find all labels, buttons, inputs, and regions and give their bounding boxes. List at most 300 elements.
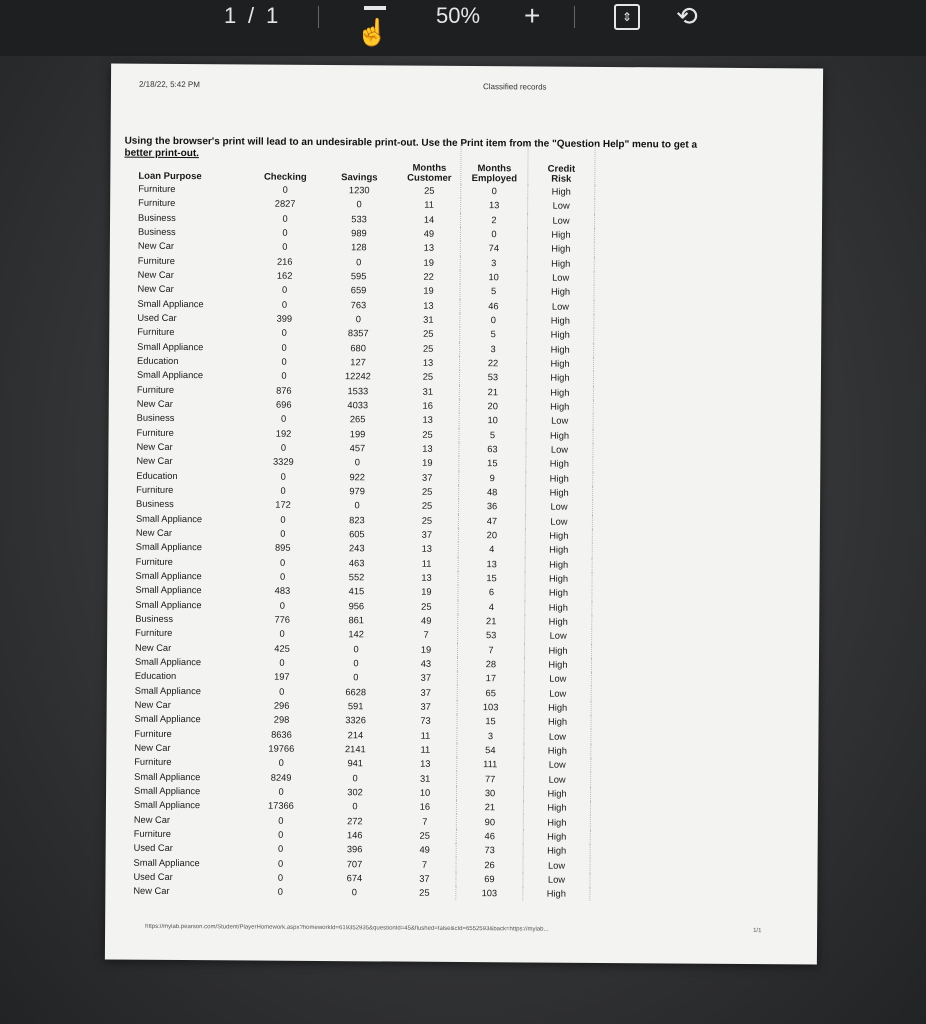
cell-savings: 265	[349, 414, 366, 425]
cell-credit-risk: Low	[525, 629, 592, 644]
cell-savings: 214	[347, 729, 364, 740]
cell-savings: 605	[349, 529, 365, 540]
cell-months-employed: 26	[456, 857, 523, 872]
cell-months-employed: 21	[456, 800, 523, 815]
cell-loan-purpose: Furniture	[137, 327, 175, 338]
cell-months-employed: 111	[457, 757, 524, 772]
cell-savings: 956	[348, 600, 365, 611]
cell-savings: 0	[356, 199, 362, 210]
cell-loan-purpose: Business	[136, 499, 174, 510]
cell-months-employed: 28	[457, 657, 524, 672]
cell-months-employed: 63	[459, 442, 526, 457]
cell-savings: 272	[347, 815, 363, 826]
cell-months-employed: 4	[458, 542, 525, 557]
cell-credit-risk: High	[523, 801, 590, 816]
cell-months-customer: 19	[423, 286, 434, 297]
cell-months-customer: 19	[420, 644, 432, 655]
cell-credit-risk: High	[528, 184, 595, 199]
print-footer-page: 1/1	[753, 928, 762, 935]
cell-checking: 0	[280, 557, 286, 568]
cell-months-employed: 10	[459, 413, 526, 428]
page-number-total: 1	[266, 3, 279, 28]
cell-loan-purpose: Small Appliance	[135, 513, 203, 524]
cell-savings: 127	[350, 357, 366, 368]
cell-credit-risk: High	[526, 457, 593, 472]
cell-checking: 0	[282, 227, 288, 238]
cell-loan-purpose: Furniture	[134, 728, 172, 739]
cell-checking: 0	[281, 285, 288, 296]
cell-loan-purpose: New Car	[137, 269, 174, 281]
cell-credit-risk: Low	[523, 872, 590, 887]
cell-checking: 0	[279, 686, 285, 697]
cell-checking: 425	[274, 643, 290, 654]
cell-checking: 0	[279, 629, 285, 640]
cell-months-customer: 31	[423, 314, 434, 325]
cell-months-customer: 25	[421, 515, 433, 526]
page-separator: /	[248, 3, 255, 28]
cell-months-employed: 54	[457, 743, 524, 758]
cell-months-employed: 69	[456, 872, 523, 887]
cell-months-customer: 7	[421, 859, 428, 870]
cell-savings: 707	[346, 858, 363, 869]
cell-months-employed: 20	[459, 399, 526, 414]
cell-savings: 0	[352, 801, 358, 812]
cell-credit-risk: Low	[524, 729, 591, 744]
cell-credit-risk: Low	[526, 500, 593, 515]
cell-months-customer: 25	[423, 329, 434, 340]
cell-months-employed: 103	[456, 886, 523, 901]
cell-months-employed: 0	[460, 227, 527, 242]
cell-loan-purpose: Education	[136, 470, 178, 481]
cell-loan-purpose: New Car	[135, 527, 173, 538]
toolbar-divider	[318, 6, 319, 28]
cell-months-employed: 22	[460, 356, 527, 371]
cell-months-customer: 13	[423, 300, 434, 311]
cell-savings: 415	[348, 586, 365, 597]
cell-savings: 4033	[347, 400, 369, 411]
cell-savings: 6628	[345, 686, 367, 697]
cell-credit-risk: Low	[524, 758, 591, 773]
cell-checking: 192	[275, 428, 292, 439]
cell-months-employed: 21	[458, 614, 525, 629]
cell-months-employed: 48	[459, 485, 526, 500]
cell-loan-purpose: Small Appliance	[135, 599, 202, 610]
cell-credit-risk: High	[525, 557, 592, 572]
cell-months-customer: 13	[422, 443, 433, 454]
cell-savings: 591	[347, 701, 364, 712]
cell-loan-purpose: Furniture	[138, 183, 176, 195]
cell-loan-purpose: Used Car	[133, 871, 173, 882]
cell-credit-risk: High	[524, 657, 591, 672]
cell-months-customer: 11	[420, 744, 431, 755]
cell-loan-purpose: Small Appliance	[133, 799, 201, 811]
cell-savings: 0	[353, 658, 359, 669]
cell-months-customer: 37	[420, 701, 431, 712]
print-warning-link: better print-out.	[124, 147, 199, 160]
cell-months-customer: 13	[420, 758, 431, 770]
cell-credit-risk: Low	[527, 270, 594, 285]
cell-checking: 0	[280, 514, 286, 525]
cell-savings: 3326	[345, 715, 366, 726]
cell-months-employed: 21	[459, 385, 526, 400]
cell-savings: 0	[353, 672, 359, 683]
cell-checking: 0	[277, 886, 283, 897]
cell-months-employed: 17	[457, 671, 524, 686]
cell-checking: 162	[276, 270, 293, 281]
cell-credit-risk: High	[525, 543, 592, 558]
cell-credit-risk: High	[524, 715, 591, 730]
cell-checking: 0	[278, 829, 284, 840]
cell-credit-risk: High	[525, 571, 592, 586]
cell-loan-purpose: New Car	[136, 398, 173, 410]
header-credit-risk-top: Credit	[547, 163, 576, 175]
zoom-out-button[interactable]	[364, 6, 386, 10]
cell-months-customer: 22	[423, 271, 434, 282]
cell-savings: 2141	[344, 744, 366, 755]
cell-credit-risk: High	[527, 356, 594, 371]
cell-months-customer: 37	[421, 529, 433, 540]
cell-checking: 216	[276, 256, 293, 267]
cell-months-employed: 6	[458, 585, 525, 600]
cell-months-customer: 49	[419, 844, 430, 856]
cell-savings: 128	[351, 242, 367, 253]
cell-months-customer: 10	[419, 787, 431, 798]
cell-months-employed: 9	[459, 471, 526, 486]
cell-checking: 0	[281, 342, 287, 353]
cell-credit-risk: High	[524, 786, 591, 801]
cell-loan-purpose: Small Appliance	[137, 298, 204, 309]
cell-months-customer: 49	[421, 615, 432, 626]
cell-checking: 2827	[274, 199, 296, 210]
cell-loan-purpose: Business	[137, 226, 176, 238]
cell-months-customer: 25	[419, 830, 430, 841]
cell-months-employed: 46	[460, 299, 527, 314]
cell-months-employed: 90	[456, 814, 523, 829]
cell-loan-purpose: Small Appliance	[137, 341, 204, 352]
cell-savings: 595	[350, 271, 367, 282]
cell-credit-risk: Low	[524, 772, 591, 787]
cell-months-customer: 11	[421, 558, 432, 569]
cell-loan-purpose: Small Appliance	[134, 714, 201, 725]
page-number-current[interactable]: 1	[224, 3, 237, 28]
loan-data-table	[129, 142, 595, 902]
print-date: 2/18/22, 5:42 PM	[138, 79, 200, 90]
cell-checking: 0	[277, 872, 284, 883]
cell-months-customer: 37	[420, 673, 432, 684]
cell-credit-risk: High	[527, 285, 594, 300]
cell-checking: 8636	[271, 729, 292, 740]
cell-months-customer: 37	[420, 687, 431, 698]
cell-credit-risk: Low	[525, 514, 592, 529]
cell-months-customer: 25	[421, 601, 432, 612]
cell-loan-purpose: New Car	[134, 742, 171, 753]
fit-page-button[interactable]: ⇕	[614, 4, 640, 30]
cell-savings: 680	[350, 342, 366, 354]
cell-credit-risk: High	[523, 829, 590, 844]
cell-loan-purpose: Used Car	[137, 312, 177, 324]
cell-checking: 0	[281, 414, 287, 425]
cell-savings: 302	[347, 787, 363, 798]
cell-months-customer: 49	[423, 228, 435, 239]
cell-credit-risk: Low	[527, 299, 594, 314]
cell-loan-purpose: Education	[134, 671, 177, 682]
cell-checking: 172	[275, 500, 291, 511]
cell-savings: 922	[349, 471, 366, 483]
cell-months-customer: 13	[423, 243, 435, 254]
cell-months-employed: 74	[460, 241, 527, 256]
cell-months-employed: 15	[457, 714, 524, 729]
cell-loan-purpose: Education	[137, 355, 179, 367]
cell-months-customer: 37	[422, 472, 433, 483]
cell-checking: 0	[279, 657, 285, 668]
cell-loan-purpose: Business	[136, 413, 175, 424]
cell-months-customer: 25	[422, 429, 433, 440]
cell-savings: 763	[350, 299, 367, 311]
cell-months-customer: 13	[421, 544, 432, 555]
cell-checking: 0	[278, 757, 284, 769]
cell-savings: 552	[348, 572, 365, 583]
cell-months-customer: 25	[421, 486, 433, 497]
cell-loan-purpose: New Car	[137, 284, 174, 295]
cell-loan-purpose: Furniture	[138, 198, 176, 209]
cell-months-employed: 5	[460, 327, 527, 342]
cell-credit-risk: Low	[528, 213, 595, 228]
cell-savings: 0	[356, 257, 362, 268]
cell-savings: 979	[349, 486, 365, 497]
cell-savings: 12242	[344, 371, 371, 382]
cell-savings: 0	[353, 643, 359, 654]
cell-checking: 0	[278, 786, 284, 797]
cell-loan-purpose: Used Car	[133, 842, 173, 854]
toolbar-divider	[574, 6, 575, 28]
cell-credit-risk: Low	[526, 442, 593, 457]
cell-months-employed: 3	[457, 728, 524, 743]
cell-savings: 0	[352, 772, 358, 783]
header-months-employed-top: Months	[477, 163, 512, 175]
cell-loan-purpose: Furniture	[136, 484, 174, 496]
header-loan-purpose: Loan Purpose	[138, 170, 202, 183]
cell-savings: 861	[348, 615, 365, 626]
cell-months-employed: 7	[458, 642, 525, 657]
cell-savings: 243	[348, 543, 365, 554]
zoom-in-button[interactable]: +	[524, 0, 541, 31]
print-warning-text: Using the browser's print will lead to an undesirable print-out. Use the Print item from the "Question Help" menu to get a	[124, 135, 698, 151]
cell-credit-risk: High	[524, 700, 591, 715]
cell-months-employed: 13	[461, 198, 528, 213]
cell-months-employed: 73	[456, 843, 523, 858]
header-months-customer-bottom: Customer	[407, 172, 452, 184]
zoom-level[interactable]: 50%	[436, 3, 481, 28]
cell-months-customer: 16	[422, 400, 433, 411]
header-months-customer	[398, 144, 461, 184]
header-months-employed-bottom: Employed	[471, 173, 518, 185]
cell-savings: 8357	[347, 328, 369, 339]
cell-loan-purpose: Small Appliance	[135, 570, 202, 582]
cell-credit-risk: High	[527, 256, 594, 271]
cell-credit-risk: High	[526, 399, 593, 414]
cell-months-employed: 5	[460, 284, 527, 299]
cell-loan-purpose: New Car	[136, 441, 173, 453]
cell-months-employed: 4	[458, 599, 525, 614]
cell-months-employed: 3	[460, 256, 527, 271]
cell-savings: 659	[350, 285, 367, 296]
cell-loan-purpose: Small Appliance	[133, 857, 200, 868]
cell-loan-purpose: Small Appliance	[134, 656, 202, 668]
cell-credit-risk: High	[527, 242, 594, 257]
cell-savings: 823	[349, 514, 365, 526]
cell-months-customer: 25	[424, 185, 435, 196]
cell-credit-risk: Low	[526, 414, 593, 429]
cell-months-customer: 7	[423, 630, 429, 641]
cell-months-customer: 13	[422, 357, 434, 368]
cell-loan-purpose: Small Appliance	[135, 542, 202, 553]
cell-savings: 396	[346, 844, 363, 855]
cell-months-employed: 3	[460, 342, 527, 357]
cell-checking: 0	[281, 371, 287, 382]
cell-loan-purpose: New Car	[133, 885, 170, 897]
cell-credit-risk: Low	[523, 858, 590, 873]
cell-loan-purpose: New Car	[135, 642, 172, 653]
cell-checking: 298	[273, 714, 290, 726]
cell-months-customer: 19	[422, 458, 433, 469]
cell-credit-risk: High	[525, 586, 592, 601]
cell-checking: 0	[277, 858, 284, 869]
cell-credit-risk: High	[526, 428, 593, 443]
cell-checking: 0	[279, 600, 285, 611]
cell-months-employed: 53	[459, 370, 526, 385]
cell-checking: 0	[279, 571, 286, 582]
cell-savings: 0	[354, 457, 360, 468]
cell-savings: 674	[346, 873, 363, 884]
cell-months-customer: 73	[420, 715, 431, 727]
cell-months-employed: 65	[457, 685, 524, 700]
cell-credit-risk: High	[527, 227, 594, 242]
cell-savings: 1533	[347, 385, 369, 397]
cell-savings: 989	[351, 228, 367, 239]
cell-credit-risk: High	[524, 743, 591, 758]
cell-checking: 0	[278, 815, 284, 826]
cell-months-customer: 11	[420, 730, 431, 741]
cell-loan-purpose: New Car	[137, 241, 175, 252]
cell-months-employed: 77	[457, 771, 524, 786]
print-title: Classified records	[482, 82, 547, 92]
cell-savings: 457	[349, 443, 366, 454]
cell-months-customer: 25	[422, 343, 434, 354]
cell-months-customer: 16	[419, 801, 431, 813]
table-header-row	[134, 142, 595, 185]
cell-checking: 776	[274, 614, 291, 625]
cell-months-employed: 53	[458, 628, 525, 643]
cell-credit-risk: High	[526, 385, 593, 400]
cell-savings: 941	[347, 758, 364, 769]
header-credit-risk-bottom: Risk	[551, 173, 572, 185]
hand-cursor-icon: ☝	[356, 17, 389, 47]
cell-loan-purpose: Furniture	[137, 255, 175, 266]
cell-checking: 0	[280, 485, 286, 496]
cell-months-customer: 11	[424, 200, 435, 211]
header-credit-risk	[528, 144, 595, 184]
cell-months-customer: 43	[420, 658, 432, 669]
cell-loan-purpose: New Car	[133, 814, 171, 825]
cell-months-customer: 7	[422, 816, 428, 827]
cell-months-employed: 36	[459, 499, 526, 514]
cell-months-employed: 5	[459, 428, 526, 443]
cell-months-customer: 31	[419, 773, 431, 784]
cell-months-employed: 0	[461, 184, 528, 199]
cell-savings: 146	[346, 830, 363, 841]
cell-credit-risk: High	[526, 485, 593, 500]
cell-loan-purpose: Business	[135, 613, 174, 624]
cell-checking: 0	[281, 299, 288, 310]
cell-months-employed: 2	[461, 213, 528, 228]
cell-savings: 0	[355, 314, 361, 325]
cell-credit-risk: High	[527, 342, 594, 357]
cell-loan-purpose: Small Appliance	[134, 685, 201, 696]
cell-savings: 0	[351, 887, 357, 898]
cell-checking: 8249	[270, 772, 292, 783]
header-months-customer-top: Months	[412, 162, 447, 174]
cell-checking: 17366	[267, 800, 294, 812]
cell-months-employed: 47	[458, 514, 525, 529]
cell-checking: 296	[273, 700, 290, 711]
cell-checking: 0	[282, 242, 288, 253]
cell-loan-purpose: Small Appliance	[136, 370, 204, 381]
cell-checking: 0	[280, 528, 286, 539]
cell-checking: 399	[276, 313, 293, 324]
cell-credit-risk: High	[523, 886, 590, 901]
cell-months-employed: 20	[458, 528, 525, 543]
cell-savings: 142	[348, 629, 364, 640]
cell-loan-purpose: Small Appliance	[135, 585, 202, 596]
cell-credit-risk: High	[526, 471, 593, 486]
cell-checking: 19766	[268, 743, 295, 754]
cell-months-customer: 25	[422, 372, 434, 383]
rotate-icon[interactable]: ⟲	[676, 1, 698, 31]
cell-checking: 895	[274, 543, 291, 554]
cell-months-employed: 46	[456, 829, 523, 844]
cell-savings: 1230	[348, 185, 370, 196]
cell-months-customer: 14	[423, 214, 435, 225]
cell-months-employed: 13	[458, 556, 525, 571]
cell-loan-purpose: Business	[138, 212, 176, 223]
cell-credit-risk: Low	[524, 686, 591, 701]
cell-months-employed: 0	[460, 313, 527, 328]
cell-credit-risk: High	[525, 643, 592, 658]
cell-months-customer: 37	[419, 873, 430, 884]
pdf-page	[105, 64, 823, 965]
cell-checking: 0	[281, 356, 287, 367]
header-months-employed	[461, 144, 528, 184]
cell-checking: 197	[274, 671, 290, 683]
cell-checking: 876	[276, 385, 292, 396]
cell-months-employed: 15	[459, 456, 526, 471]
cell-loan-purpose: Furniture	[133, 828, 171, 839]
cell-months-employed: 10	[460, 270, 527, 285]
cell-checking: 0	[278, 843, 284, 854]
cell-checking: 0	[280, 471, 286, 482]
cell-credit-risk: High	[523, 844, 590, 859]
cell-months-customer: 13	[421, 572, 432, 583]
cell-checking: 0	[280, 442, 287, 453]
cell-months-customer: 19	[421, 587, 432, 598]
cell-credit-risk: High	[527, 313, 594, 328]
cell-loan-purpose: New Car	[134, 699, 171, 710]
cell-loan-purpose: Furniture	[136, 384, 175, 395]
cell-months-customer: 25	[421, 501, 433, 512]
cell-savings: 0	[354, 500, 360, 511]
cell-loan-purpose: Furniture	[135, 556, 173, 567]
cell-credit-risk: High	[525, 600, 592, 615]
